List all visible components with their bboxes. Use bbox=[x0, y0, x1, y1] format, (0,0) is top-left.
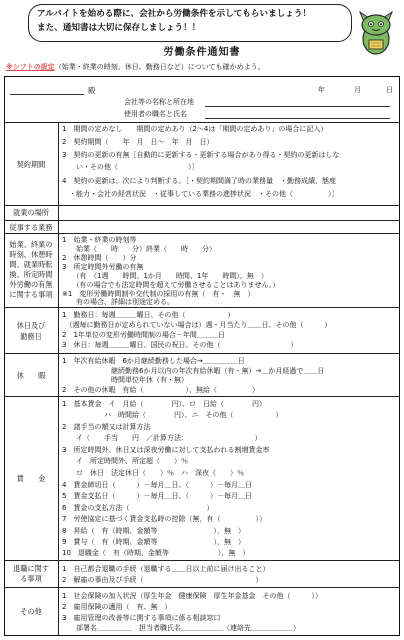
company-field[interactable] bbox=[205, 106, 390, 107]
wages-line: 5 賃金支払日（ ）－毎月＿日、（ ）－毎月＿日 bbox=[62, 492, 252, 500]
date-year: 年 bbox=[318, 86, 325, 94]
holidays-line: 1 勤務日：毎週＿＿＿曜日、その他（ ） bbox=[62, 311, 235, 319]
hours-label-6: に関する事項 bbox=[9, 290, 53, 299]
duties-label: 従事する業務 bbox=[9, 223, 53, 232]
holidays-label-2: 勤務日 bbox=[20, 332, 42, 341]
wages-line: 6 賃金の支払方法（ ） bbox=[62, 504, 214, 512]
leave-label: 休 暇 bbox=[16, 371, 46, 380]
hours-line: ※1 変形労働時間制や交代制の採用の有無（ 有・ 無 ） bbox=[62, 290, 255, 298]
recipient-name-line[interactable] bbox=[10, 94, 84, 95]
wages-line: イ（ 手当 円 ／計算方法： ） bbox=[62, 434, 262, 442]
hours-line: （有の場合でも法定時間を超えて労働させることはありません。） bbox=[62, 281, 280, 289]
banner-box bbox=[28, 4, 352, 42]
contract-line: い・その他（ ）］ bbox=[62, 163, 199, 171]
holidays-line: 2 1年単位の変形労働時間制の場合－年間＿＿＿日 bbox=[62, 331, 225, 339]
row-divider bbox=[4, 560, 400, 561]
retirement-line: 2 解雇の事由及び手続（ ） bbox=[62, 576, 263, 584]
wages-line: 9 賞与（ 有（時期、金額等 ），無 ） bbox=[62, 538, 245, 546]
contract-line: 4 契約の更新は、次により判断する。［・契約期間満了時の業務量 ・勤務成績、態度 bbox=[62, 177, 336, 185]
row-divider bbox=[4, 220, 400, 221]
leave-line: 2 その他の休暇 有給（ ）、無給（ ） bbox=[62, 386, 259, 394]
date-month: 月 bbox=[354, 86, 361, 94]
wages-line: 8 昇給（ 有（時期、金額等 ），無 ） bbox=[62, 527, 245, 535]
wages-line: ロ 休日 法定休日（ ）％ ハ 深夜（ ）％ bbox=[62, 469, 244, 477]
hours-label-2: 時刻、休憩時 bbox=[9, 250, 53, 259]
hours-line: 2 休憩時間（ ）分 bbox=[62, 254, 137, 262]
label-column-divider bbox=[58, 122, 59, 635]
wages-line: 2 諸手当の額又は計算方法 bbox=[62, 423, 151, 431]
hours-line: 始業（ 時 分）終業（ 時 分） bbox=[62, 245, 216, 253]
wages-line: 7 労使協定に基づく賃金支払時の控除（無，有（ ）） bbox=[62, 515, 266, 523]
shift-note bbox=[6, 62, 265, 72]
contract-label: 契約期間 bbox=[16, 160, 46, 169]
other-line: 2 雇用保険の適用（ 有、無 ） bbox=[62, 603, 172, 611]
other-line: 1 社会保険の加入状況（厚生年金 健康保険 厚生年金基金 その他（ ）） bbox=[62, 592, 322, 600]
row-divider bbox=[4, 122, 400, 123]
wages-line: 10 退職金（ 有（時期、金額等 ），無 ） bbox=[62, 549, 250, 557]
hours-line: 3 所定時間外労働の有無 bbox=[62, 263, 144, 271]
hours-label-5: 外労働の有無 bbox=[9, 280, 53, 289]
workplace-label: 就業の場所 bbox=[13, 208, 49, 217]
retirement-line: 1 自己都合退職の手続（退職する＿＿日以上前に届け出ること） bbox=[62, 565, 270, 573]
wages-line: イ 所定時間外、所定超（ ）％ bbox=[62, 457, 188, 465]
leave-line: 1 年次有給休暇 6か月継続勤務した場合→＿＿＿＿＿日 bbox=[62, 357, 245, 365]
holidays-label-1: 休日及び bbox=[16, 321, 46, 330]
retirement-label-1: 退職に関す bbox=[13, 564, 49, 573]
contract-line: ・能力・会社の経営状況 ・従事している業務の進捗状況 ・その他（ ）］ bbox=[62, 190, 339, 198]
wages-line: 4 賃金締切日（ ）－毎月＿日、（ ）－毎月＿日 bbox=[62, 481, 252, 489]
row-divider bbox=[4, 396, 400, 397]
hours-label-4: 換、所定時間 bbox=[9, 270, 53, 279]
wages-label: 賃 金 bbox=[16, 474, 46, 483]
hours-label-1: 始業、終業の bbox=[9, 240, 53, 249]
row-divider bbox=[4, 587, 400, 588]
wages-line: 3 所定時間外、休日又は深夜労働に対して支払われる割増賃金率 bbox=[62, 446, 270, 454]
hours-line: （有 （1週 時間、1か月 時間、1年 時間），無 ） bbox=[62, 272, 268, 280]
other-line: 部署名＿＿＿＿＿ 担当者職氏名＿＿＿＿＿＿（連絡先＿＿＿＿＿＿） bbox=[62, 624, 300, 632]
document-title: 労働条件通知書 bbox=[163, 47, 241, 58]
contract-line: 1 期間の定めなし 期間の定めあり（2～4は「期間の定めあり」の場合に記入） bbox=[62, 125, 328, 133]
wages-line: 1 基本賃金 イ 月給（ 円）、ロ 日給（ 円） bbox=[62, 400, 266, 408]
retirement-label-2: る事項 bbox=[20, 574, 42, 583]
holidays-line: 3 休日：毎週＿＿＿曜日、国民の祝日、その他（ ） bbox=[62, 341, 298, 349]
hours-line: 1 始業・終業の時刻等 bbox=[62, 236, 137, 244]
hours-label-3: 間、就業時転 bbox=[9, 260, 53, 269]
contract-line: 2 契約期間（ 年 月 日～ 年 月 日） bbox=[62, 138, 214, 146]
row-divider bbox=[4, 307, 400, 308]
other-label: その他 bbox=[20, 607, 42, 616]
employer-label: 使用者の職名と氏名 bbox=[124, 110, 187, 118]
shift-note-text: （始業・終業の時刻、休日、勤務日など）についても確かめよう。 bbox=[54, 63, 265, 71]
holidays-line: （週毎に勤務日が定められていない場合は）週・月当たり＿＿日、その他（ ） bbox=[62, 321, 332, 329]
employer-field[interactable] bbox=[205, 118, 390, 119]
company-label: 会社等の名称と所在地 bbox=[124, 98, 194, 106]
leave-line: 継続勤務6か月以内の年次有給休暇（有・無）→＿か月経過で＿＿日 bbox=[62, 367, 325, 375]
row-divider bbox=[4, 233, 400, 234]
dono-label: 殿 bbox=[88, 86, 96, 95]
leave-line: 時間単位年休（有・無） bbox=[62, 376, 188, 384]
hours-line: 有の場合、詳細は別途定める。 bbox=[62, 298, 174, 306]
wages-line: ハ 時間給（ 円）、ニ その他（ ） bbox=[62, 411, 283, 419]
shift-note-highlight: ※シフトの設定 bbox=[6, 63, 55, 71]
banner-line-2: また、通知書は大切に保存しましょう！！ bbox=[37, 23, 201, 33]
row-divider bbox=[4, 205, 400, 206]
banner-line-1: アルバイトを始める際に、会社から労働条件を示してもらいましょう！ bbox=[37, 9, 312, 19]
row-divider bbox=[4, 353, 400, 354]
contract-line: 3 契約の更新の有無［自動的に更新する・更新する場合があり得る・契約の更新はしな bbox=[62, 151, 340, 159]
date-day: 日 bbox=[386, 86, 393, 94]
other-line: 3 雇用管理の改善等に関する事項に係る相談窓口 bbox=[62, 614, 221, 622]
